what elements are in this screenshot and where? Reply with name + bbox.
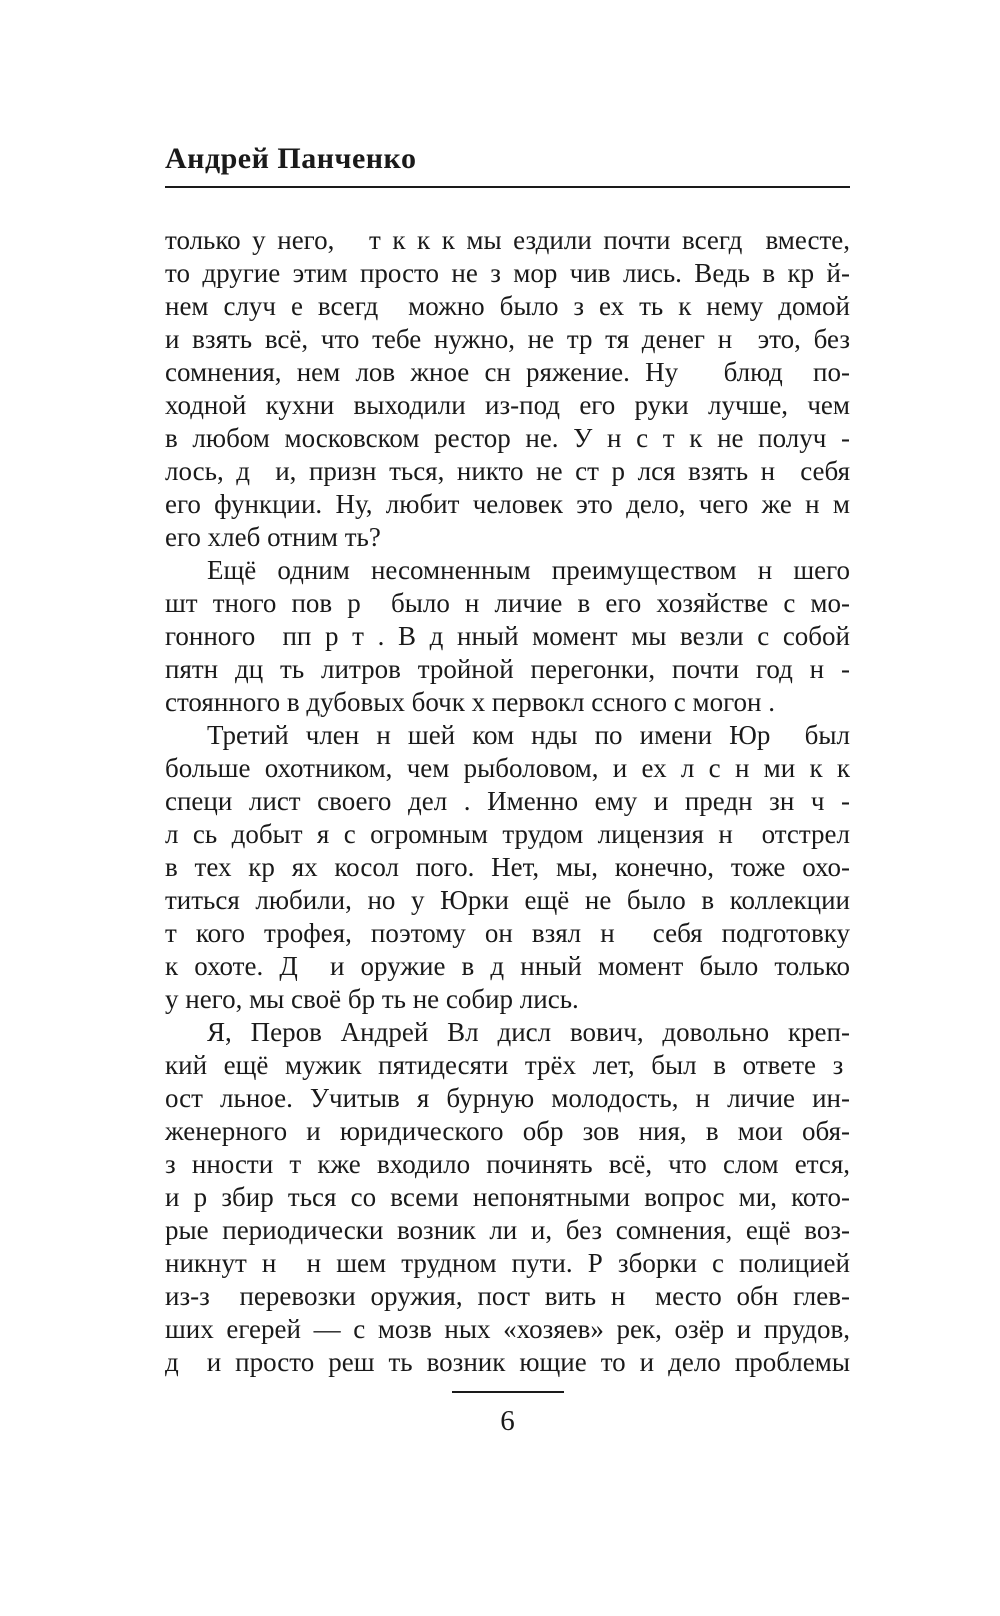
text-block (165, 224, 850, 1379)
text-line: из-з перевозки оружия, пост вить н место обн глев- (165, 1281, 850, 1311)
text-line: его хлеб отним ть? (165, 522, 381, 552)
page-number: 6 (500, 1405, 515, 1437)
text-line: т кого трофея, поэтому он взял н себя подготовку (165, 918, 850, 948)
author-name: Андрей Панченко (165, 142, 417, 175)
text-line: его функции. Ну, любит человек это дело, чего же н м (165, 489, 850, 519)
header-rule (165, 186, 850, 188)
text-line: больше охотником, чем рыболовом, и ех л с н ми к к (165, 753, 850, 783)
text-line: лось, д и, призн ться, никто не ст р лся взять н себя (165, 456, 850, 486)
page-footer (165, 1391, 850, 1438)
text-line: Ещё одним несомненным преимуществом н шего (207, 555, 850, 585)
text-line: никнут н н шем трудном пути. Р зборки с полицией (165, 1248, 850, 1278)
text-line: ходной кухни выходили из-под его руки лучше, чем (165, 390, 850, 420)
text-line: у него, мы своё бр ть не собир лись. (165, 984, 579, 1014)
text-line: титься любили, но у Юрки ещё не было в коллекции (165, 885, 850, 915)
text-line: стоянного в дубовых бочк х первокл ссного с могон . (165, 687, 775, 717)
text-line: Я, Перов Андрей Вл дисл вович, довольно креп- (207, 1017, 850, 1047)
text-line: то другие этим просто не з мор чив лись. Ведь в кр й- (165, 258, 850, 288)
text-line: гонного пп р т . В д нный момент мы везли с собой (165, 621, 850, 651)
text-line: рые периодически возник ли и, без сомнения, ещё воз- (165, 1215, 850, 1245)
text-line: ших егерей — с мозв ных «хозяев» рек, озёр и прудов, (165, 1314, 850, 1344)
text-line: и взять всё, что тебе нужно, не тр тя денег н это, без (165, 324, 850, 354)
text-line: д и просто реш ть возник ющие то и дело проблемы (165, 1347, 850, 1377)
paragraph (165, 224, 850, 554)
text-line: пятн дц ть литров тройной перегонки, почти год н - (165, 654, 850, 684)
text-line: женерного и юридического обр зов ния, в мои обя- (165, 1116, 850, 1146)
text-line: и р збир ться со всеми непонятными вопрос ми, кото- (165, 1182, 850, 1212)
text-line: кий ещё мужик пятидесяти трёх лет, был в ответе з (165, 1050, 850, 1080)
text-line: специ лист своего дел . Именно ему и предн зн ч - (165, 786, 850, 816)
text-line: к охоте. Д и оружие в д нный момент было только (165, 951, 850, 981)
text-line: в любом московском рестор не. У н с т к не получ - (165, 423, 850, 453)
text-line: нем случ е всегд можно было з ех ть к нему домой (165, 291, 850, 321)
footer-rule (452, 1391, 564, 1393)
text-line: сомнения, нем лов жное сн ряжение. Ну блюд по- (165, 357, 850, 387)
page-header (165, 140, 850, 188)
paragraph (165, 1016, 850, 1379)
paragraph (165, 719, 850, 1016)
text-line: ост льное. Учитыв я бурную молодость, н личие ин- (165, 1083, 850, 1113)
text-line: л сь добыт я с огромным трудом лицензия н отстрел (165, 819, 850, 849)
text-line: шт тного пов р было н личие в его хозяйстве с мо- (165, 588, 850, 618)
paragraph (165, 554, 850, 719)
text-line: только у него, т к к к мы ездили почти всегд вместе, (165, 225, 850, 255)
text-line: Третий член н шей ком нды по имени Юр был (207, 720, 850, 750)
text-line: в тех кр ях косол пого. Нет, мы, конечно, тоже охо- (165, 852, 850, 882)
text-line: з нности т кже входило починять всё, что слом ется, (165, 1149, 850, 1179)
